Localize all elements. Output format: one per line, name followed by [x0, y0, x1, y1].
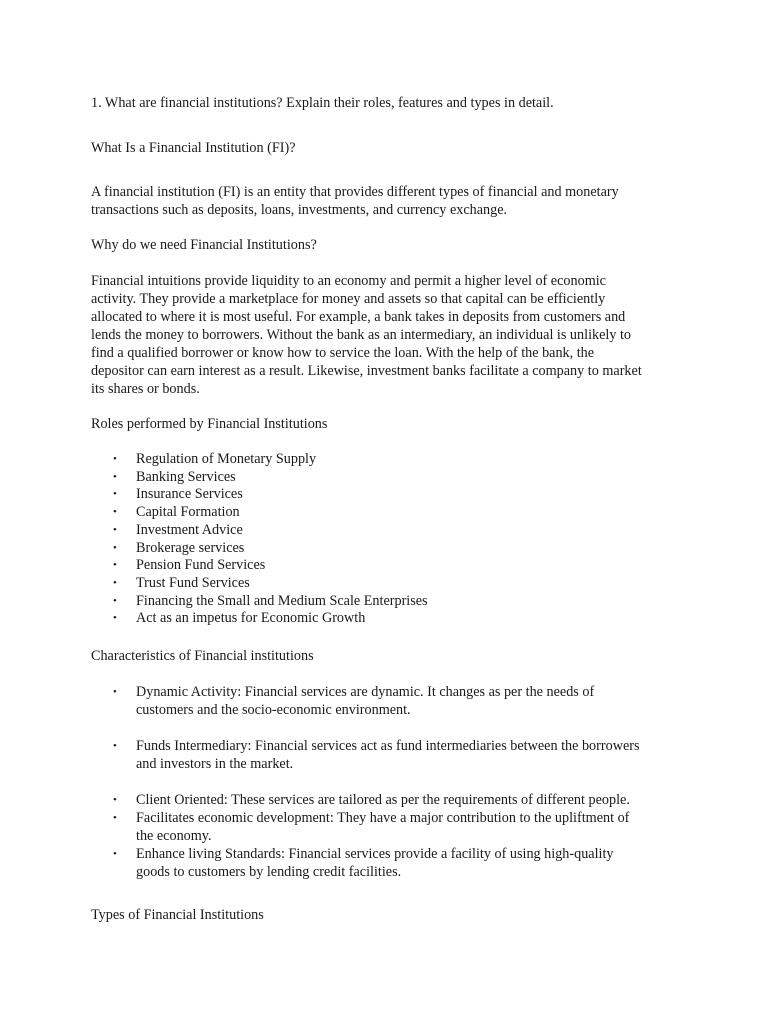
fi-definition-paragraph — [91, 183, 691, 219]
fi-definition-line: A financial institution (FI) is an entity that provides different types of financial and monetary — [91, 184, 619, 200]
list-item — [91, 504, 691, 522]
list-item — [91, 540, 691, 558]
bullet-icon: • — [113, 740, 117, 752]
bullet-icon: • — [113, 594, 117, 607]
list-item — [91, 486, 691, 504]
list-item-line: Dynamic Activity: Financial services are dynamic. It changes as per the needs of — [136, 684, 595, 700]
list-item-label: Regulation of Monetary Supply — [136, 451, 317, 467]
bullet-icon: • — [113, 506, 117, 519]
list-item-line: customers and the socio-economic environment. — [136, 702, 411, 718]
list-item-label: Banking Services — [136, 468, 236, 485]
bullet-icon: • — [113, 541, 117, 554]
list-item-label: Act as an impetus for Economic Growth — [136, 610, 366, 627]
characteristics-list — [91, 683, 691, 881]
fi-definition-line: transactions such as deposits, loans, investments, and currency exchange. — [91, 202, 508, 218]
list-item-line: the economy. — [136, 828, 212, 844]
list-item — [91, 557, 691, 575]
list-item-line: and investors in the market. — [136, 756, 294, 772]
bullet-icon: • — [113, 686, 117, 698]
why-paragraph-line: Financial intuitions provide liquidity to an economy and permit a higher level of economic — [91, 273, 606, 289]
list-item — [91, 683, 691, 719]
why-paragraph-line: allocated to where it is most useful. For example, a bank takes in deposits from customers and — [91, 309, 626, 325]
list-item-label: Capital Formation — [136, 504, 240, 521]
list-item-line: Client Oriented: These services are tailored as per the requirements of different people. — [136, 792, 630, 808]
why-paragraph-line: its shares or bonds. — [91, 381, 200, 397]
list-item — [91, 522, 691, 540]
bullet-icon: • — [113, 576, 117, 589]
list-item-label: Trust Fund Services — [136, 574, 250, 591]
bullet-icon: • — [113, 470, 117, 483]
bullet-icon: • — [113, 453, 117, 465]
list-item — [91, 593, 691, 611]
list-item — [91, 809, 691, 845]
list-item — [91, 610, 691, 628]
list-item — [91, 791, 691, 809]
bullet-icon: • — [113, 523, 117, 536]
why-paragraph — [91, 272, 691, 398]
list-item-label: Insurance Services — [136, 486, 243, 503]
list-item — [91, 737, 691, 773]
list-item-line: Funds Intermediary: Financial services act as fund intermediaries between the borrowers — [136, 738, 640, 754]
why-paragraph-line: lends the money to borrowers. Without the bank as an intermediary, an individual is unlikely to — [91, 327, 632, 343]
why-paragraph-line: depositor can earn interest as a result. Likewise, investment banks facilitate a company to market — [91, 363, 642, 379]
bullet-icon: • — [113, 612, 117, 625]
list-item-label: Financing the Small and Medium Scale Enterprises — [136, 592, 428, 609]
list-item-label: Brokerage services — [136, 539, 245, 556]
list-item-label: Investment Advice — [136, 521, 243, 538]
bullet-icon: • — [113, 794, 117, 806]
fi-heading: What Is a Financial Institution (FI)? — [91, 140, 296, 156]
list-item — [91, 469, 691, 487]
roles-list — [91, 451, 691, 628]
bullet-icon: • — [113, 848, 117, 860]
why-paragraph-line: activity. They provide a marketplace for money and assets so that capital can be efficiently — [91, 291, 606, 307]
list-item — [91, 845, 691, 881]
bullet-icon: • — [113, 812, 117, 824]
list-item-line: goods to customers by lending credit facilities. — [136, 864, 402, 880]
types-heading: Types of Financial Institutions — [91, 907, 264, 923]
question-heading: 1. What are financial institutions? Explain their roles, features and types in detail. — [91, 95, 554, 111]
why-heading: Why do we need Financial Institutions? — [91, 237, 317, 253]
roles-heading: Roles performed by Financial Institutions — [91, 416, 328, 432]
characteristics-heading: Characteristics of Financial institutions — [91, 648, 314, 664]
bullet-icon: • — [113, 559, 117, 572]
list-item-line: Enhance living Standards: Financial services provide a facility of using high-quality — [136, 846, 614, 862]
list-item-line: Facilitates economic development: They have a major contribution to the upliftment of — [136, 810, 630, 826]
list-item — [91, 451, 691, 469]
bullet-icon: • — [113, 488, 117, 501]
list-item-label: Pension Fund Services — [136, 557, 266, 574]
list-item — [91, 575, 691, 593]
why-paragraph-line: find a qualified borrower or know how to service the loan. With the help of the bank, the — [91, 345, 595, 361]
